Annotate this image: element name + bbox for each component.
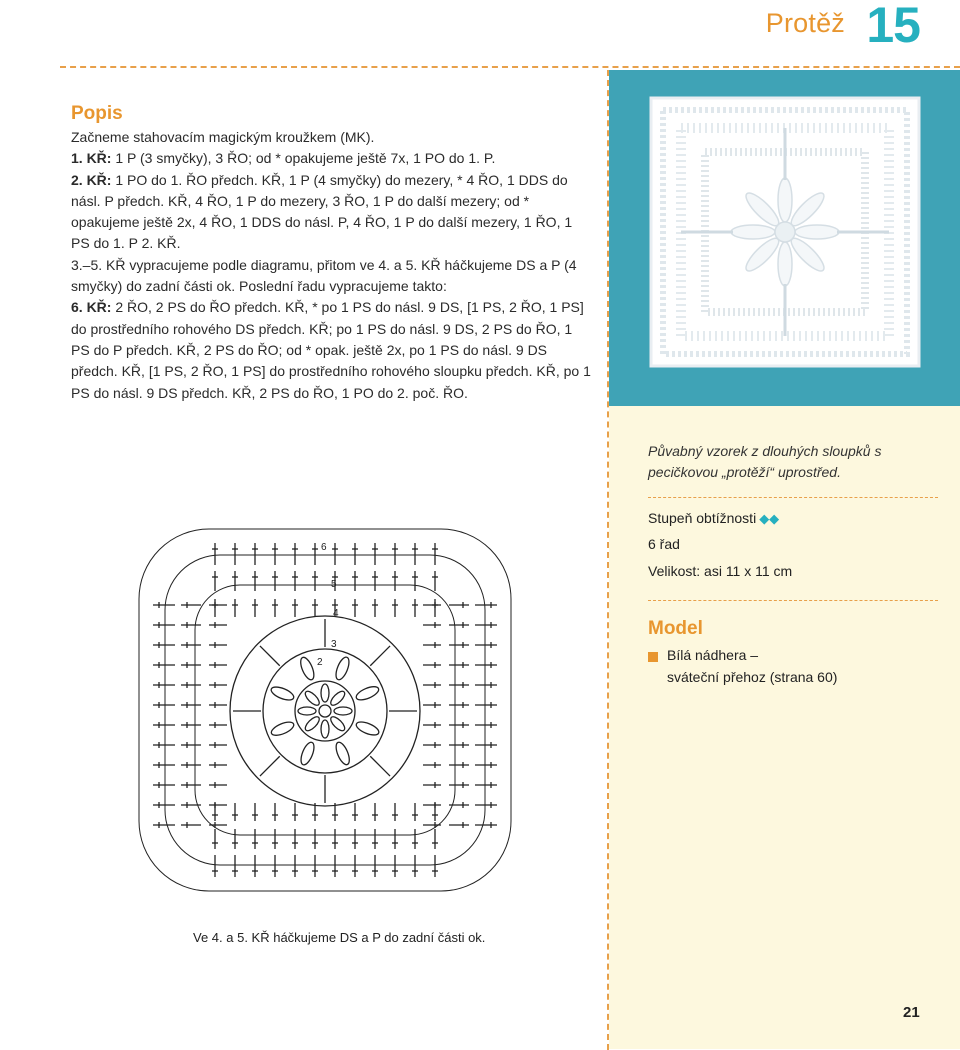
round-label: 6 — [321, 542, 327, 553]
instruction-paragraph: 2. KŘ: 1 PO do 1. ŘO předch. KŘ, 1 P (4 smyčky) do mezery, * 4 ŘO, 1 DDS do násl. P předch. KŘ, 4 ŘO, 1 P do mezery, 3 ŘO, 1 P do další mezery; od * opakujeme ještě 2x, 4 ŘO, 1 DDS do násl. P, 4 ŘO, 1 P do další mezery, 1 ŘO, 1 PS do 1. P 2. KŘ. — [71, 171, 573, 252]
diagram-caption: Ve 4. a 5. KŘ háčkujeme DS a P do zadní části ok. — [193, 930, 486, 945]
round-label: 3 — [331, 639, 337, 650]
difficulty-label: Stupeň obtížnosti — [648, 510, 757, 526]
motif-photo — [609, 70, 960, 406]
info-divider — [648, 497, 938, 498]
info-divider — [648, 600, 938, 601]
instruction-paragraph: 6. KŘ: 2 ŘO, 2 PS do ŘO předch. KŘ, * po 1 PS do násl. 9 DS, [1 PS, 2 ŘO, 1 PS] do prostředního rohového DS předch. KŘ; po 1 PS do násl. 9 DS, 2 PS do ŘO, 1 PS do P předch. KŘ, 2 PS do ŘO; od * opak. ještě 2x, po 1 PS do násl. 9 DS předch. KŘ, [1 PS, 2 ŘO, 1 PS] do prostředního rohového sloupku předch. KŘ, po 1 PS do násl. 9 DS předch. KŘ, 2 PS do ŘO, 1 PO do 2. poč. ŘO. — [71, 299, 591, 401]
page-number: 21 — [903, 1004, 920, 1021]
size-info: Velikost: asi 11 x 11 cm — [648, 563, 793, 579]
round-label: 5 — [331, 579, 337, 590]
section-title-popis: Popis — [71, 103, 123, 124]
instruction-paragraph: 3.–5. KŘ vypracujeme podle diagramu, přitom ve 4. a 5. KŘ háčkujeme DS a P (4 smyčky) do zadní části ok. Poslední řadu vypracujeme takto: — [71, 256, 577, 295]
photo-caption: Půvabný vzorek z dlouhých sloupků s pecičkovou „protěží“ uprostřed. — [648, 443, 882, 480]
diamond-icon: ◆◆ — [759, 511, 780, 526]
chapter-number: 15 — [866, 0, 920, 53]
instruction-paragraph: Začneme stahovacím magickým kroužkem (MK). — [71, 129, 375, 145]
crochet-diagram — [125, 515, 525, 920]
round-label: 2 — [317, 657, 323, 668]
round-label: 4 — [333, 608, 339, 619]
top-divider — [60, 66, 960, 68]
model-reference: Bílá nádhera – sváteční přehoz (strana 60) — [667, 647, 838, 685]
rows-count: 6 řad — [648, 536, 680, 552]
crochet-chart-svg — [125, 515, 525, 915]
instructions-text — [71, 127, 591, 404]
bullet-square-icon — [648, 652, 658, 662]
chapter-title: Protěž — [765, 8, 845, 38]
instruction-paragraph: 1. KŘ: 1 P (3 smyčky), 3 ŘO; od * opakujeme ještě 7x, 1 PO do 1. P. — [71, 150, 496, 167]
difficulty-row — [648, 510, 779, 527]
crochet-square-photo — [609, 70, 960, 406]
section-title-model: Model — [648, 618, 703, 639]
